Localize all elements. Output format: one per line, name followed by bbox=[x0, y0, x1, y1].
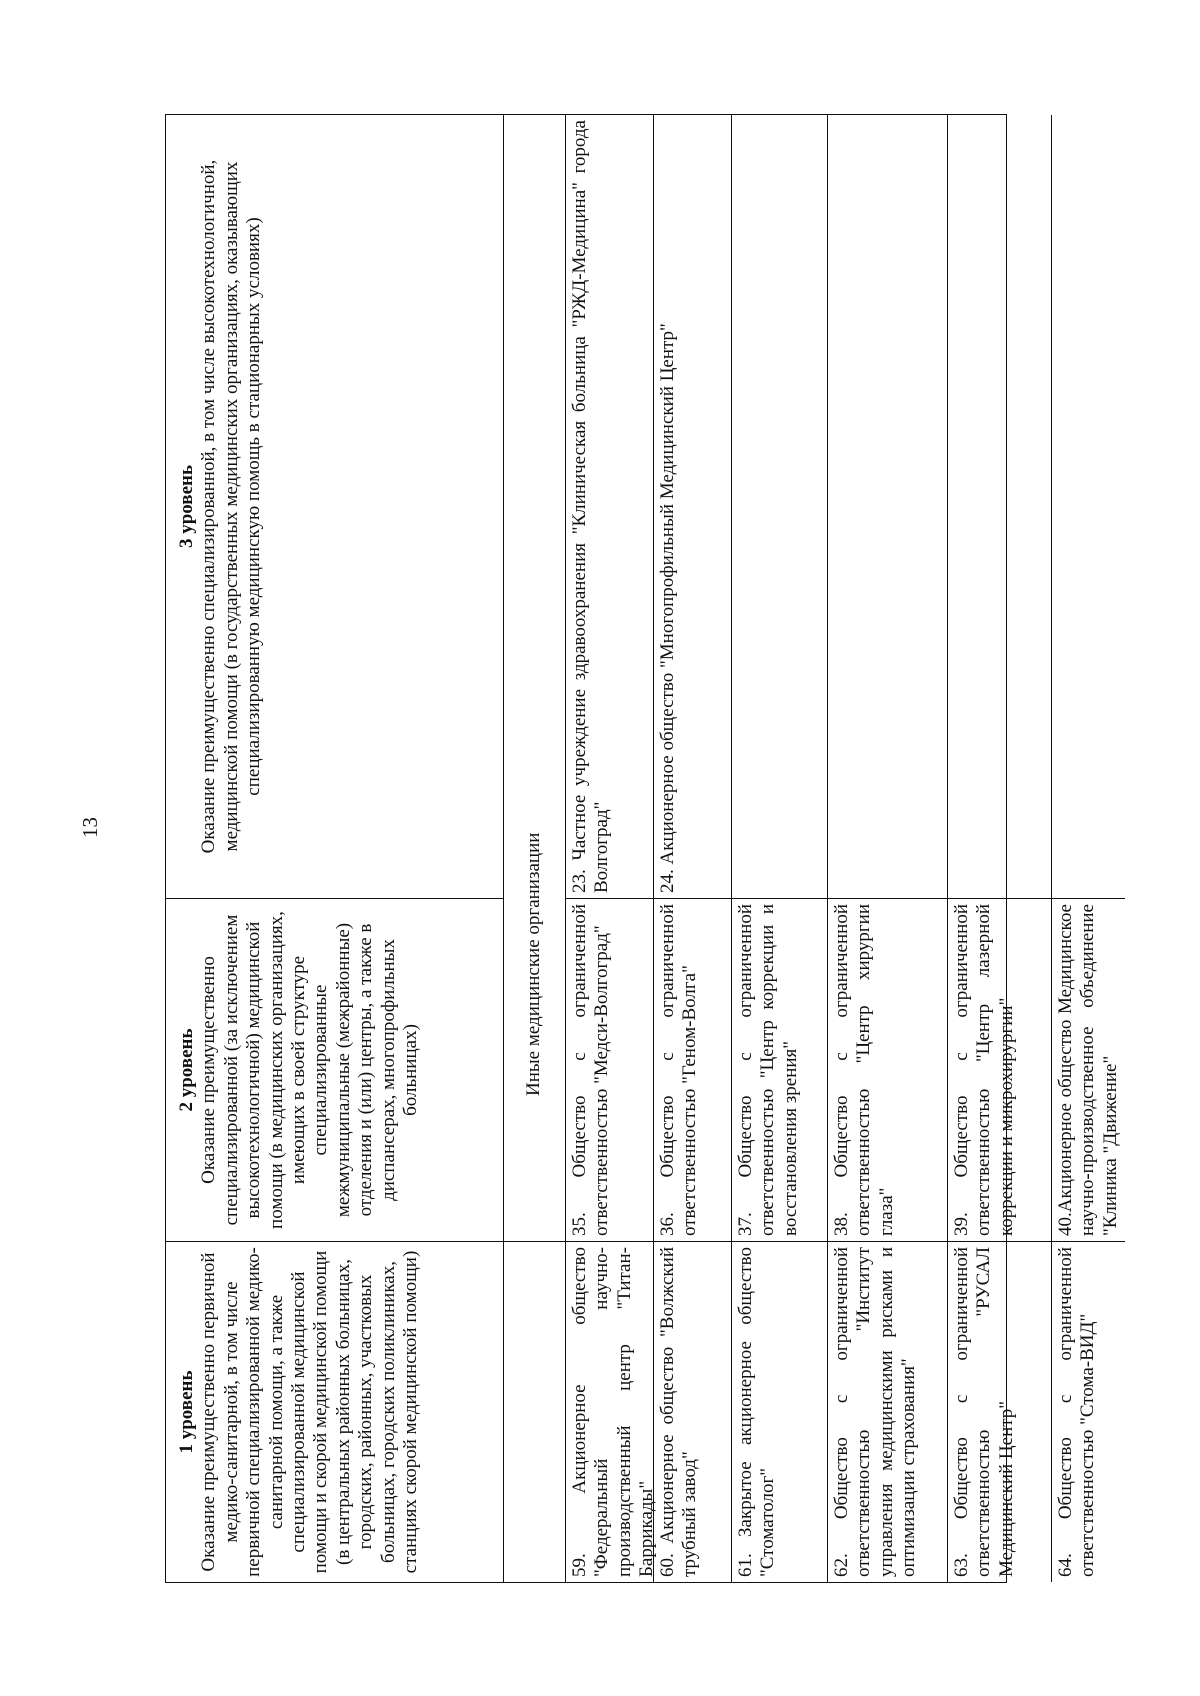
table-cell-level-1: 59. Акционерное общество "Федеральный научно-производственный центр "Титан-Баррикады" bbox=[566, 1241, 654, 1582]
table-cell-level-2: 39. Общество с ограниченной ответственностью "Центр лазерной коррекции и микрохирургии" bbox=[948, 898, 1052, 1241]
header-level-2-title: 2 уровень bbox=[176, 1028, 197, 1112]
table-cell-level-2: 40.Акционерное общество Медицинское научно-производственное объединение "Клиника "Движение" bbox=[1052, 898, 1125, 1241]
table-cell-level-3 bbox=[828, 115, 948, 898]
table-cell-level-2: 37. Общество с ограниченной ответственностью "Центр коррекции и восстановления зрения" bbox=[732, 898, 828, 1241]
table-cell-level-2: 38. Общество с ограниченной ответственностью "Центр хирургии глаза" bbox=[828, 898, 948, 1241]
header-level-2-description: Оказание преимущественно специализированной (за исключением высокотехнологичной) медицинской помощи (в медицинских организациях, имеющих в своей структуре специализированные межмуниципальные (межрайонные) отделения и (или) центры, а также в диспансерах, многопрофильных больницах) bbox=[198, 911, 422, 1229]
table-cell-level-3 bbox=[1052, 115, 1125, 898]
header-level-1-title: 1 уровень bbox=[176, 1370, 197, 1454]
table-cell-level-1: 64. Общество с ограниченной ответственностью "Стома-ВИД" bbox=[1052, 1241, 1125, 1582]
page-number: 13 bbox=[78, 817, 102, 838]
table-cell-level-2: 35. Общество с ограниченной ответственностью "Медси-Волгоград" bbox=[566, 898, 654, 1241]
section-empty-cell bbox=[504, 1241, 565, 1582]
header-level-3 bbox=[166, 115, 504, 898]
table-cell-level-3: 23. Частное учреждение здравоохранения "Клиническая больница "РЖД-Медицина" города Волгоград" bbox=[566, 115, 654, 898]
section-label: Иные медицинские организации bbox=[523, 832, 545, 1096]
table-cell-level-1: 63. Общество с ограниченной ответственностью "РУСАЛ Медицинский Центр" bbox=[948, 1241, 1052, 1582]
table-cell-level-2: 36. Общество с ограниченной ответственностью "Геном-Волга" bbox=[654, 898, 732, 1241]
header-level-1 bbox=[166, 1241, 504, 1582]
table-cell-level-3 bbox=[732, 115, 828, 898]
section-row bbox=[504, 115, 566, 1582]
table-cell-level-1: 61. Закрытое акционерное общество "Стоматолог" bbox=[732, 1241, 828, 1582]
header-level-1-description: Оказание преимущественно первичной медико-санитарной, в том числе первичной специализированной медико-санитарной помощи, а также специализированной медицинской помощи и скорой медицинской помощи (в центральных районных больницах, городских, районных, участковых больницах, городских поликлиниках, станциях скорой медицинской помощи) bbox=[198, 1247, 422, 1577]
table-cell-level-1: 62. Общество с ограниченной ответственностью "Институт управления медицинскими рисками и оптимизации страхования" bbox=[828, 1241, 948, 1582]
table-cell-level-3 bbox=[948, 115, 1052, 898]
table-cell-level-3: 24. Акционерное общество "Многопрофильный Медицинский Центр" bbox=[654, 115, 732, 898]
header-level-3-description: Оказание преимущественно специализированной, в том числе высокотехнологичной, медицинской помощи (в государственных медицинских организациях, оказывающих специализированную медицинскую помощь в стационарных условиях) bbox=[198, 159, 265, 854]
table-cell-level-1: 60. Акционерное общество "Волжский трубный завод" bbox=[654, 1241, 732, 1582]
header-level-3-title: 3 уровень bbox=[176, 464, 197, 549]
medical-organizations-table bbox=[165, 114, 1121, 1583]
header-level-2 bbox=[166, 898, 504, 1241]
